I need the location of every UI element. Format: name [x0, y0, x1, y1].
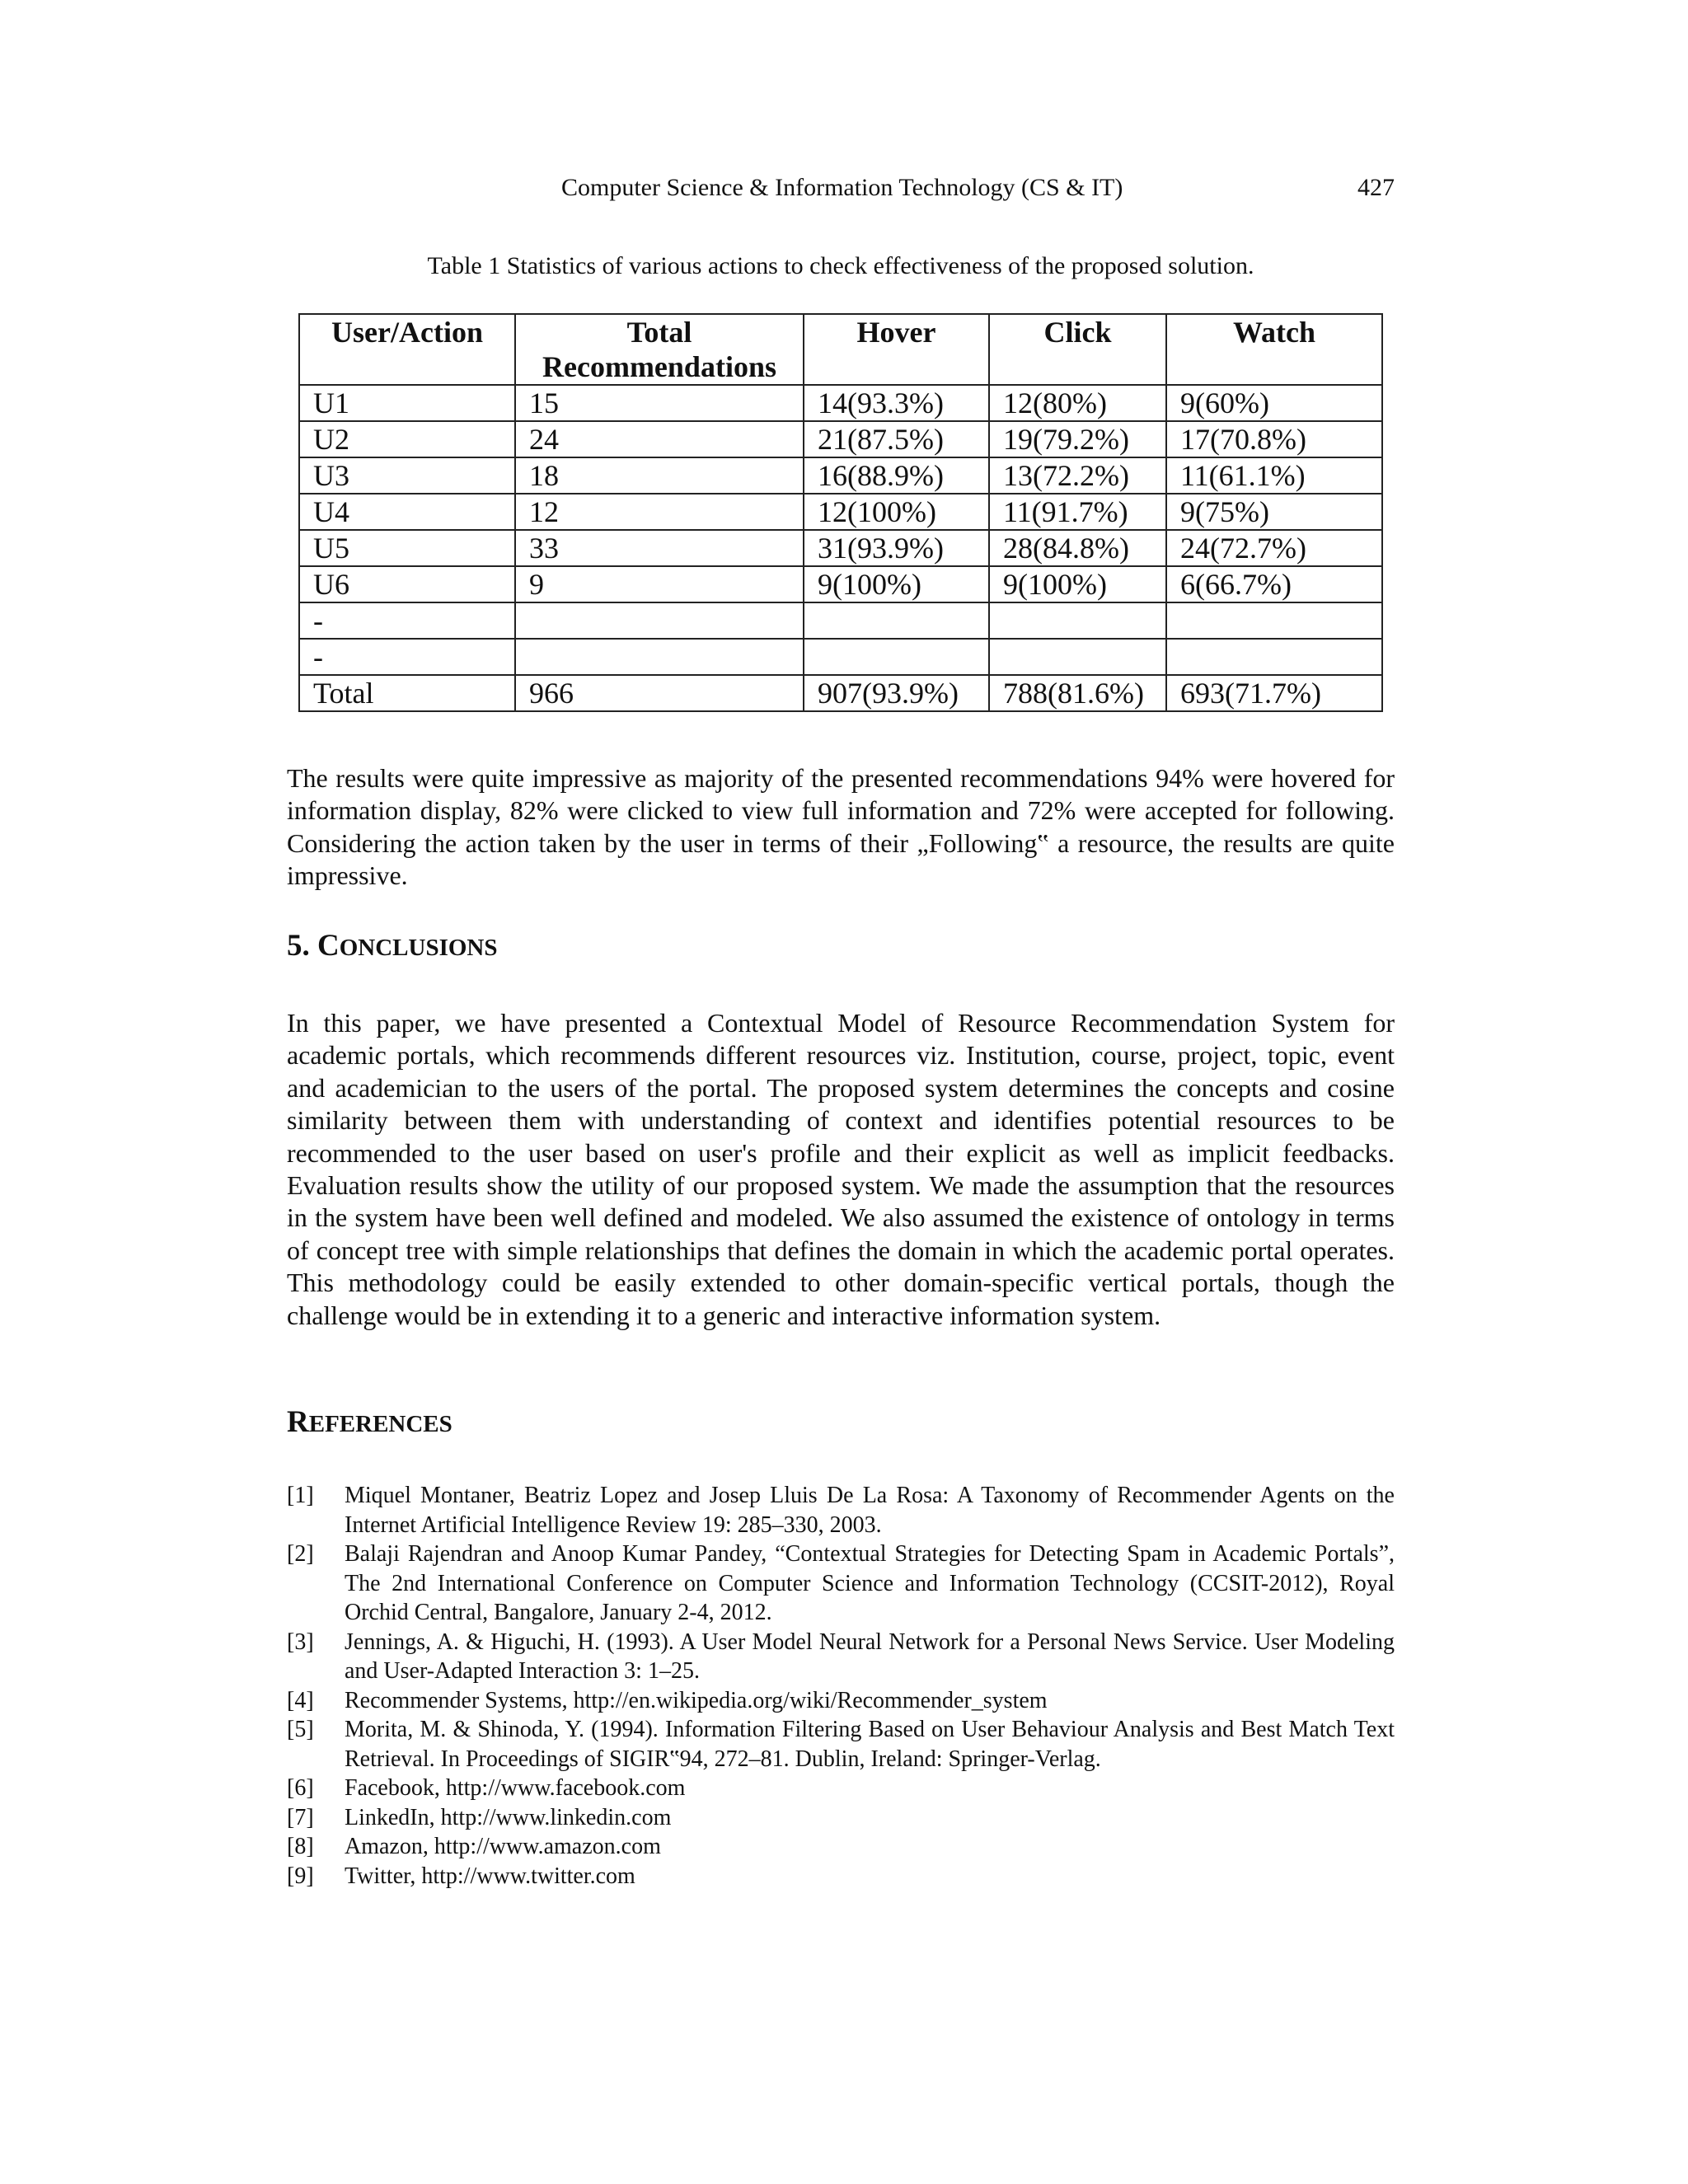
reference-text: Amazon, http://www.amazon.com	[345, 1834, 661, 1859]
cell-total: 15	[515, 385, 804, 421]
references-title-initial: R	[287, 1405, 309, 1439]
cell-total	[515, 602, 804, 639]
table-row	[299, 421, 1382, 457]
cell-hover: 31(93.9%)	[804, 530, 989, 566]
cell-click: 28(84.8%)	[989, 530, 1166, 566]
reference-text: LinkedIn, http://www.linkedin.com	[345, 1804, 672, 1830]
table-row	[299, 639, 1382, 675]
cell-user: U5	[299, 530, 515, 566]
cell-hover: 9(100%)	[804, 566, 989, 602]
conclusions-title-initial: C	[317, 929, 340, 963]
cell-user: -	[299, 602, 515, 639]
table-row-total	[299, 675, 1382, 711]
reference-item	[287, 1803, 1395, 1833]
table-row	[299, 385, 1382, 421]
cell-total: 9	[515, 566, 804, 602]
header-user-action: User/Action	[299, 314, 515, 385]
reference-text: Morita, M. & Shinoda, Y. (1994). Information Filtering Based on User Behaviour Analysis and Best Match Text Retrieval. In Proceedings of SIGIR‟94, 272–81. Dublin, Ireland: Springer-Verlag.	[345, 1717, 1395, 1772]
conclusions-paragraph: In this paper, we have presented a Contextual Model of Resource Recommendation System for academic portals, which recommends different resources viz. Institution, course, project, topic, event and academician to the users of the portal. The proposed system determines the concepts and cosine similarity between them with understanding of context and identifies potential resources to be recommended to the user based on user's profile and their explicit as well as implicit feedbacks. Evaluation results show the utility of our proposed system. We made the assumption that the resources in the system have been well defined and modeled. We also assumed the existence of ontology in terms of concept tree with simple relationships that defines the domain in which the academic portal operates. This methodology could be easily extended to other domain-specific vertical portals, though the challenge would be in extending it to a generic and interactive information system.	[287, 1008, 1395, 1330]
cell-hover	[804, 602, 989, 639]
table-row	[299, 457, 1382, 494]
reference-item	[287, 1628, 1395, 1686]
cell-hover: 14(93.3%)	[804, 385, 989, 421]
statistics-table	[298, 313, 1383, 712]
reference-item	[287, 1481, 1395, 1540]
cell-click: 13(72.2%)	[989, 457, 1166, 494]
cell-hover	[804, 639, 989, 675]
cell-watch: 9(60%)	[1166, 385, 1382, 421]
cell-total: 966	[515, 675, 804, 711]
cell-hover: 21(87.5%)	[804, 421, 989, 457]
reference-item	[287, 1832, 1395, 1862]
header-watch: Watch	[1166, 314, 1382, 385]
reference-item	[287, 1715, 1395, 1774]
reference-text: Facebook, http://www.facebook.com	[345, 1775, 686, 1801]
page-number: 427	[1357, 174, 1395, 201]
cell-watch	[1166, 639, 1382, 675]
table-header-row	[299, 314, 1382, 385]
conclusions-number: 5.	[287, 929, 317, 963]
cell-watch: 17(70.8%)	[1166, 421, 1382, 457]
header-total-recommendations: Total Recommendations	[515, 314, 804, 385]
cell-click	[989, 602, 1166, 639]
cell-user: U6	[299, 566, 515, 602]
reference-number: [2]	[287, 1541, 314, 1567]
cell-user: U4	[299, 494, 515, 530]
results-paragraph: The results were quite impressive as majority of the presented recommendations 94% were hovered for information display, 82% were clicked to view full information and 72% were accepted for following. Considering the action taken by the user in terms of their „Following‟ a resource, the results are quite impressive.	[287, 763, 1395, 891]
cell-watch	[1166, 602, 1382, 639]
cell-hover: 16(88.9%)	[804, 457, 989, 494]
references-list	[287, 1481, 1395, 1891]
cell-watch: 24(72.7%)	[1166, 530, 1382, 566]
cell-click	[989, 639, 1166, 675]
cell-user: U1	[299, 385, 515, 421]
reference-number: [8]	[287, 1834, 314, 1859]
references-heading	[287, 1404, 452, 1442]
cell-total: 24	[515, 421, 804, 457]
references-title-rest: EFERENCES	[308, 1411, 452, 1437]
cell-watch: 9(75%)	[1166, 494, 1382, 530]
cell-user: Total	[299, 675, 515, 711]
reference-item	[287, 1774, 1395, 1803]
conclusions-title-rest: ONCLUSIONS	[339, 935, 498, 961]
cell-user: -	[299, 639, 515, 675]
reference-number: [1]	[287, 1483, 314, 1508]
conclusions-heading	[287, 928, 498, 966]
reference-item	[287, 1862, 1395, 1891]
cell-hover: 907(93.9%)	[804, 675, 989, 711]
reference-number: [6]	[287, 1775, 314, 1801]
cell-click: 9(100%)	[989, 566, 1166, 602]
reference-item	[287, 1540, 1395, 1628]
journal-title: Computer Science & Information Technology (CS & IT)	[561, 174, 1123, 201]
header-hover: Hover	[804, 314, 989, 385]
cell-watch: 693(71.7%)	[1166, 675, 1382, 711]
cell-click: 788(81.6%)	[989, 675, 1166, 711]
reference-text: Balaji Rajendran and Anoop Kumar Pandey, “Contextual Strategies for Detecting Spam in Academic Portals”, The 2nd International Conference on Computer Science and Information Technology (CCSIT-2012), Royal Orchid Central, Bangalore, January 2-4, 2012.	[345, 1541, 1395, 1625]
cell-watch: 11(61.1%)	[1166, 457, 1382, 494]
reference-number: [5]	[287, 1717, 314, 1742]
cell-click: 12(80%)	[989, 385, 1166, 421]
reference-text: Twitter, http://www.twitter.com	[345, 1863, 635, 1889]
table-row	[299, 530, 1382, 566]
cell-total: 33	[515, 530, 804, 566]
cell-click: 19(79.2%)	[989, 421, 1166, 457]
table-caption: Table 1 Statistics of various actions to check effectiveness of the proposed solution.	[427, 252, 1254, 279]
cell-user: U2	[299, 421, 515, 457]
cell-hover: 12(100%)	[804, 494, 989, 530]
cell-click: 11(91.7%)	[989, 494, 1166, 530]
header-click: Click	[989, 314, 1166, 385]
cell-total: 12	[515, 494, 804, 530]
reference-text: Miquel Montaner, Beatriz Lopez and Josep Lluis De La Rosa: A Taxonomy of Recommender Agents on the Internet Artificial Intelligence Review 19: 285–330, 2003.	[345, 1483, 1395, 1538]
reference-number: [4]	[287, 1687, 314, 1713]
reference-number: [3]	[287, 1629, 314, 1655]
table-row	[299, 566, 1382, 602]
cell-user: U3	[299, 457, 515, 494]
reference-item	[287, 1686, 1395, 1716]
cell-total	[515, 639, 804, 675]
table-row	[299, 494, 1382, 530]
reference-number: [7]	[287, 1804, 314, 1830]
cell-watch: 6(66.7%)	[1166, 566, 1382, 602]
reference-text: Recommender Systems, http://en.wikipedia.org/wiki/Recommender_system	[345, 1687, 1048, 1713]
reference-text: Jennings, A. & Higuchi, H. (1993). A User Model Neural Network for a Personal News Service. User Modeling and User-Adapted Interaction 3: 1–25.	[345, 1629, 1395, 1684]
cell-total: 18	[515, 457, 804, 494]
table-row	[299, 602, 1382, 639]
reference-number: [9]	[287, 1863, 314, 1889]
